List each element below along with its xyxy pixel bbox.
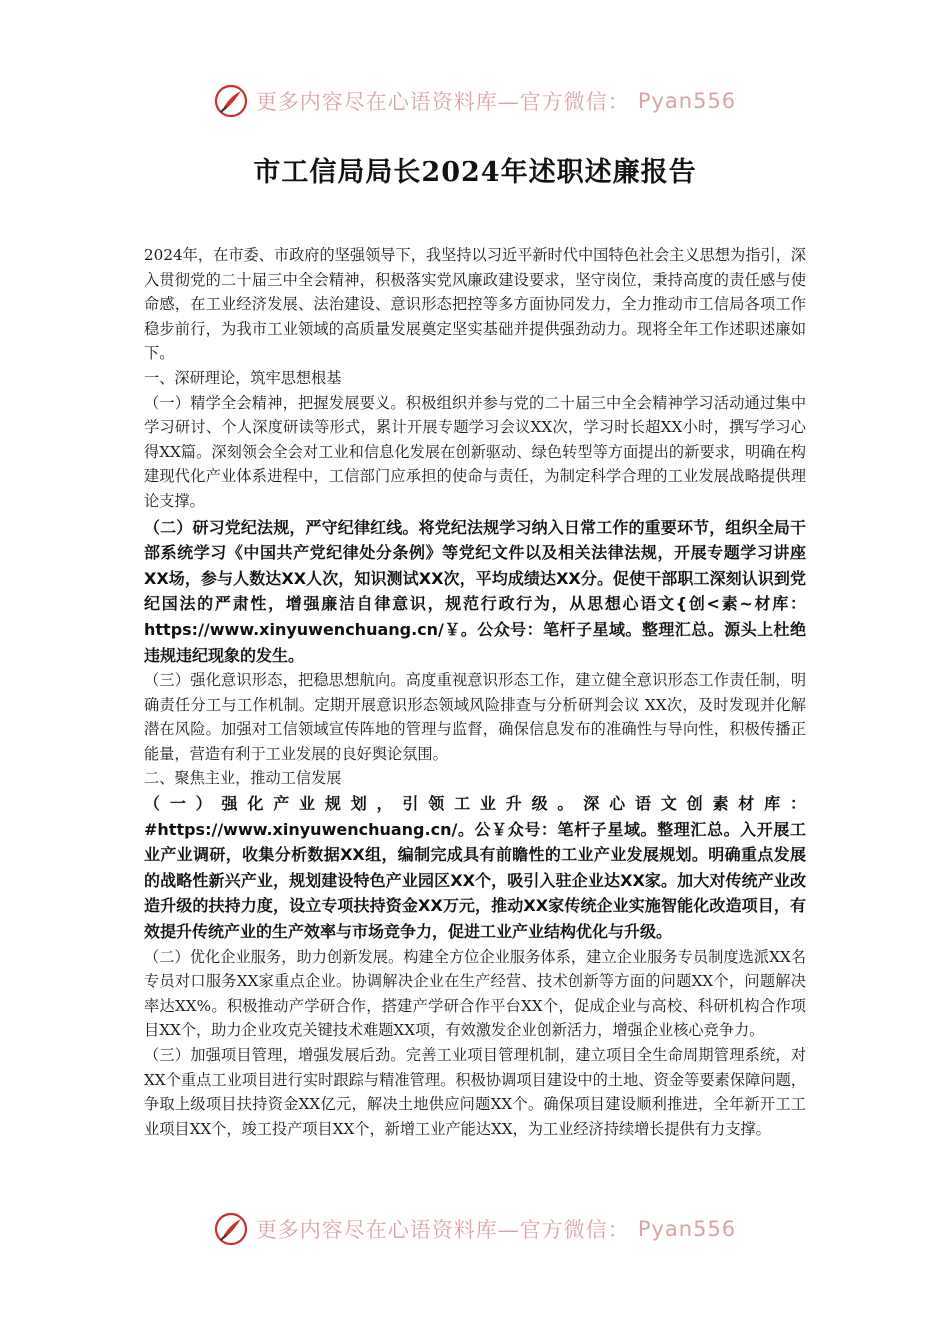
watermark-bottom [0, 1212, 950, 1246]
paragraph-1-1: （一）精学全会精神，把握发展要义。积极组织并参与党的二十届三中全会精神学习活动通过集中学习研讨、个人深度研读等形式，累计开展专题学习会议XX次，学习时长超XX小时，撰写学习心得XX篇。深刻领会全会对工业和信息化发展在创新驱动、绿色转型等方面提出的新要求，明确在构建现代化产业体系进程中，工信部门应承担的使命与责任，为制定科学合理的工业发展战略提供理论支撑。 [144, 393, 806, 510]
quill-logo-icon [214, 84, 248, 118]
paragraph-2-2: （二）优化企业服务，助力创新发展。构建全方位企业服务体系，建立企业服务专员制度选派XX名专员对口服务XX家重点企业。协调解决企业在生产经营、技术创新等方面的问题XX个，问题解决率达XX%。积极推动产学研合作，搭建产学研合作平台XX个，促成企业与高校、科研机构合作项目XX个，助力企业攻克关键技术难题XX项，有效激发企业创新活力，增强企业核心竞争力。 [144, 947, 806, 1040]
paragraph-intro: 2024年，在市委、市政府的坚强领导下，我坚持以习近平新时代中国特色社会主义思想为指引，深入贯彻党的二十届三中全会精神，积极落实党风廉政建设要求，坚守岗位，秉持高度的责任感与使命感，在工业经济发展、法治建设、意识形态把控等多方面协同发力，全力推动市工信局各项工作稳步前行，为我市工业领域的高质量发展奠定坚实基础并提供强劲动力。现将全年工作述职述廉如下。 [144, 246, 806, 363]
watermark-wechat-id: Pyan556 [637, 1217, 737, 1241]
watermark-text: 更多内容尽在心语资料库—官方微信： [255, 1218, 630, 1242]
section-heading-1: 一、深研理论，筑牢思想根基 [144, 368, 342, 387]
watermark-top [0, 84, 950, 118]
paragraph-2-1: （一）强化产业规划，引领工业升级。深心语文创素材库：#https://www.xinyuwenchuang.cn/。公￥众号：笔杆子星域。整理汇总。入开展工业产业调研，收集分析数据XX组，编制完成具有前瞻性的工业产业发展规划。明确重点发展的战略性新兴产业，规划建设特色产业园区XX个，吸引入驻企业达XX家。加大对传统产业改造升级的扶持力度，设立专项扶持资金XX万元，推动XX家传统企业实施智能化改造项目，有效提升传统产业的生产效率与市场竞争力，促进工业产业结构优化与升级。 [144, 794, 806, 942]
quill-logo-icon [214, 1212, 248, 1246]
paragraph-2-3: （三）加强项目管理，增强发展后劲。完善工业项目管理机制，建立项目全生命周期管理系统，对XX个重点工业项目进行实时跟踪与精准管理。积极协调项目建设中的土地、资金等要素保障问题，争取上级项目扶持资金XX亿元，解决土地供应问题XX个。确保项目建设顺利推进，全年新开工工业项目XX个，竣工投产项目XX个，新增工业产能达XX，为工业经济持续增长提供有力支撑。 [144, 1046, 806, 1138]
document-body [144, 243, 806, 1141]
watermark-text: 更多内容尽在心语资料库—官方微信： [255, 90, 630, 114]
paragraph-1-2: （二）研习党纪法规，严守纪律红线。将党纪法规学习纳入日常工作的重要环节，组织全局干部系统学习《中国共产党纪律处分条例》等党纪文件以及相关法律法规，开展专题学习讲座XX场，参与人数达XX人次，知识测试XX次，平均成绩达XX分。促使干部职工深刻认识到党纪国法的严肃性，增强廉洁自律意识，规范行政行为，从思想心语文{创<素~材库：https://www.xinyuwenchuang.cn/￥。公众号：笔杆子星域。整理汇总。源头上杜绝违规违纪现象的发生。 [144, 517, 806, 665]
watermark-wechat-id: Pyan556 [637, 89, 737, 113]
page-title: 市工信局局长2024年述职述廉报告 [253, 157, 697, 188]
paragraph-1-3: （三）强化意识形态，把稳思想航向。高度重视意识形态工作，建立健全意识形态工作责任制，明确责任分工与工作机制。定期开展意识形态领域风险排查与分析研判会议 XX次，及时发现并化解潜在风险。加强对工信领域宣传阵地的管理与监督，确保信息发布的准确性与导向性，积极传播正能量，营造有利于工业发展的良好舆论氛围。 [144, 671, 806, 763]
section-heading-2: 二、聚焦主业，推动工信发展 [144, 769, 342, 788]
